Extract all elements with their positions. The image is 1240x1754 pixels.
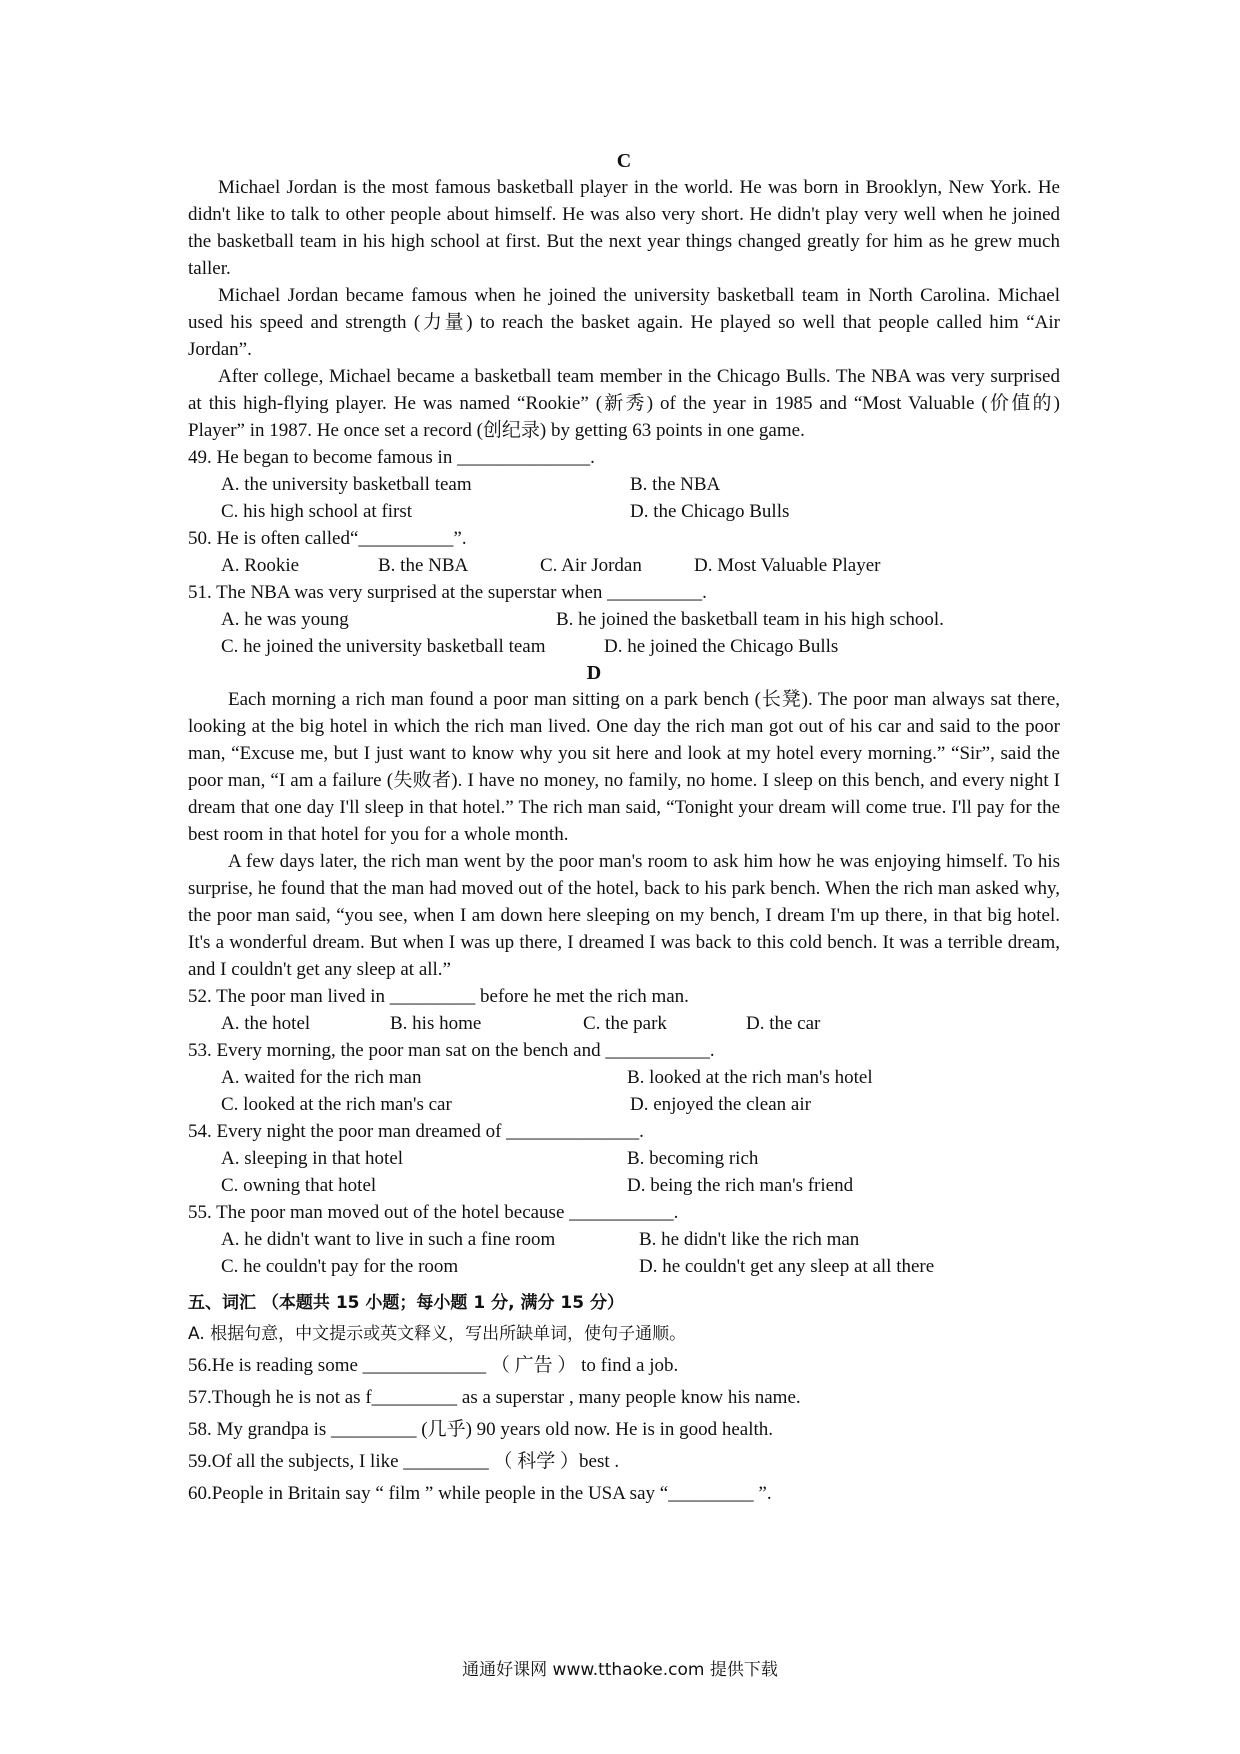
- question-53: 53. Every morning, the poor man sat on the bench and ___________.: [188, 1040, 715, 1061]
- option-c: C. looked at the rich man's car: [221, 1094, 452, 1115]
- option-b: B. he didn't like the rich man: [639, 1229, 860, 1250]
- option-d: D. he couldn't get any sleep at all there: [639, 1256, 935, 1277]
- vocab-item-60: 60.People in Britain say “ film ” while people in the USA say “_________ ”.: [188, 1483, 772, 1504]
- option-a: A. he didn't want to live in such a fine room: [221, 1229, 556, 1250]
- question-55-options: [188, 1226, 1060, 1253]
- option-d: D. the car: [746, 1013, 821, 1034]
- question-54-options: [188, 1145, 1060, 1172]
- question-51-options: [188, 606, 1060, 633]
- question-51-options: [188, 633, 1060, 660]
- section-heading: 五、词汇 （本题共 15 小题；每小题 1 分, 满分 15 分）: [188, 1293, 624, 1313]
- exam-page: [188, 148, 1060, 1510]
- option-a: A. he was young: [221, 609, 349, 630]
- passage-c-paragraph: Michael Jordan became famous when he joined the university basketball team in North Carolina. Michael used his speed and strength (力量) to reach the basket again. He played so well that people called him “Air Jordan”.: [188, 285, 1060, 360]
- passage-d-paragraph: Each morning a rich man found a poor man sitting on a park bench (长凳). The poor man always sat there, looking at the big hotel in which the rich man lived. One day the rich man got out of his car and said to the poor man, “Excuse me, but I just want to know why you sit here and look at my hotel every morning.” “Sir”, said the poor man, “I am a failure (失败者). I have no money, no family, no home. I sleep on this bench, and every night I dream that one day I'll sleep in that hotel.” The rich man said, “Tonight your dream will come true. I'll pay for the best room in that hotel for you for a whole month.: [188, 689, 1060, 845]
- question-49-options: [188, 498, 1060, 525]
- section-instruction: A. 根据句意，中文提示或英文释义，写出所缺单词，使句子通顺。: [188, 1324, 687, 1344]
- question-50-options: [188, 552, 1060, 579]
- option-d: D. being the rich man's friend: [627, 1175, 854, 1196]
- option-c: C. he couldn't pay for the room: [221, 1256, 459, 1277]
- vocab-item-59: 59.Of all the subjects, I like _________ （ 科学 ）best .: [188, 1451, 620, 1472]
- option-c: C. the park: [583, 1013, 667, 1034]
- question-54-options: [188, 1172, 1060, 1199]
- option-b: B. the NBA: [378, 555, 469, 576]
- passage-d-paragraph: A few days later, the rich man went by the poor man's room to ask him how he was enjoying himself. To his surprise, he found that the man had moved out of the hotel, back to his park bench. When the rich man asked why, the poor man said, “you see, when I am down here sleeping on my bench, I dream I'm up there, in that big hotel. It's a wonderful dream. But when I was up there, I dreamed I was back to this cold bench. It was a terrible dream, and I couldn't get any sleep at all.”: [188, 851, 1060, 980]
- option-c: C. his high school at first: [221, 501, 413, 522]
- question-55-options: [188, 1253, 1060, 1280]
- option-c: C. owning that hotel: [221, 1175, 377, 1196]
- option-a: A. Rookie: [221, 555, 300, 576]
- question-53-options: [188, 1091, 1060, 1118]
- option-b: B. becoming rich: [627, 1148, 759, 1169]
- passage-c-paragraph: After college, Michael became a basketball team member in the Chicago Bulls. The NBA was very surprised at this high-flying player. He was named “Rookie” (新秀) of the year in 1985 and “Most Valuable (价值的) Player” in 1987. He once set a record (创纪录) by getting 63 points in one game.: [188, 366, 1060, 441]
- option-c: C. Air Jordan: [540, 555, 642, 576]
- question-49: 49. He began to become famous in ______________.: [188, 447, 595, 468]
- question-51: 51. The NBA was very surprised at the superstar when __________.: [188, 582, 707, 603]
- passage-c-paragraph: Michael Jordan is the most famous basketball player in the world. He was born in Brooklyn, New York. He didn't like to talk to other people about himself. He was also very short. He didn't play very well when he joined the basketball team in his high school at first. But the next year things changed greatly for him as he grew much taller.: [188, 177, 1060, 279]
- question-52: 52. The poor man lived in _________ before he met the rich man.: [188, 986, 689, 1007]
- option-a: A. the university basketball team: [221, 474, 472, 495]
- option-a: A. waited for the rich man: [221, 1067, 422, 1088]
- question-49-options: [188, 471, 1060, 498]
- passage-d-title: D: [586, 662, 602, 684]
- option-d: D. the Chicago Bulls: [630, 501, 790, 522]
- page-footer: 通通好课网 www.tthaoke.com 提供下载: [462, 1660, 778, 1680]
- option-d: D. Most Valuable Player: [694, 555, 881, 576]
- option-d: D. he joined the Chicago Bulls: [604, 636, 839, 657]
- question-55: 55. The poor man moved out of the hotel because ___________.: [188, 1202, 679, 1223]
- option-b: B. his home: [390, 1013, 482, 1034]
- passage-c-title: C: [616, 150, 632, 172]
- vocab-item-56: 56.He is reading some _____________ （ 广告 ） to find a job.: [188, 1355, 679, 1376]
- option-a: A. sleeping in that hotel: [221, 1148, 404, 1169]
- option-b: B. looked at the rich man's hotel: [627, 1067, 873, 1088]
- vocab-item-57: 57.Though he is not as f_________ as a superstar , many people know his name.: [188, 1387, 801, 1408]
- question-50: 50. He is often called“__________”.: [188, 528, 467, 549]
- option-d: D. enjoyed the clean air: [630, 1094, 811, 1115]
- question-53-options: [188, 1064, 1060, 1091]
- question-54: 54. Every night the poor man dreamed of ______________.: [188, 1121, 644, 1142]
- option-a: A. the hotel: [221, 1013, 311, 1034]
- vocab-item-58: 58. My grandpa is _________ (几乎) 90 years old now. He is in good health.: [188, 1419, 774, 1440]
- option-b: B. the NBA: [630, 474, 721, 495]
- option-b: B. he joined the basketball team in his high school.: [556, 609, 944, 630]
- question-52-options: [188, 1010, 1060, 1037]
- option-c: C. he joined the university basketball team: [221, 636, 546, 657]
